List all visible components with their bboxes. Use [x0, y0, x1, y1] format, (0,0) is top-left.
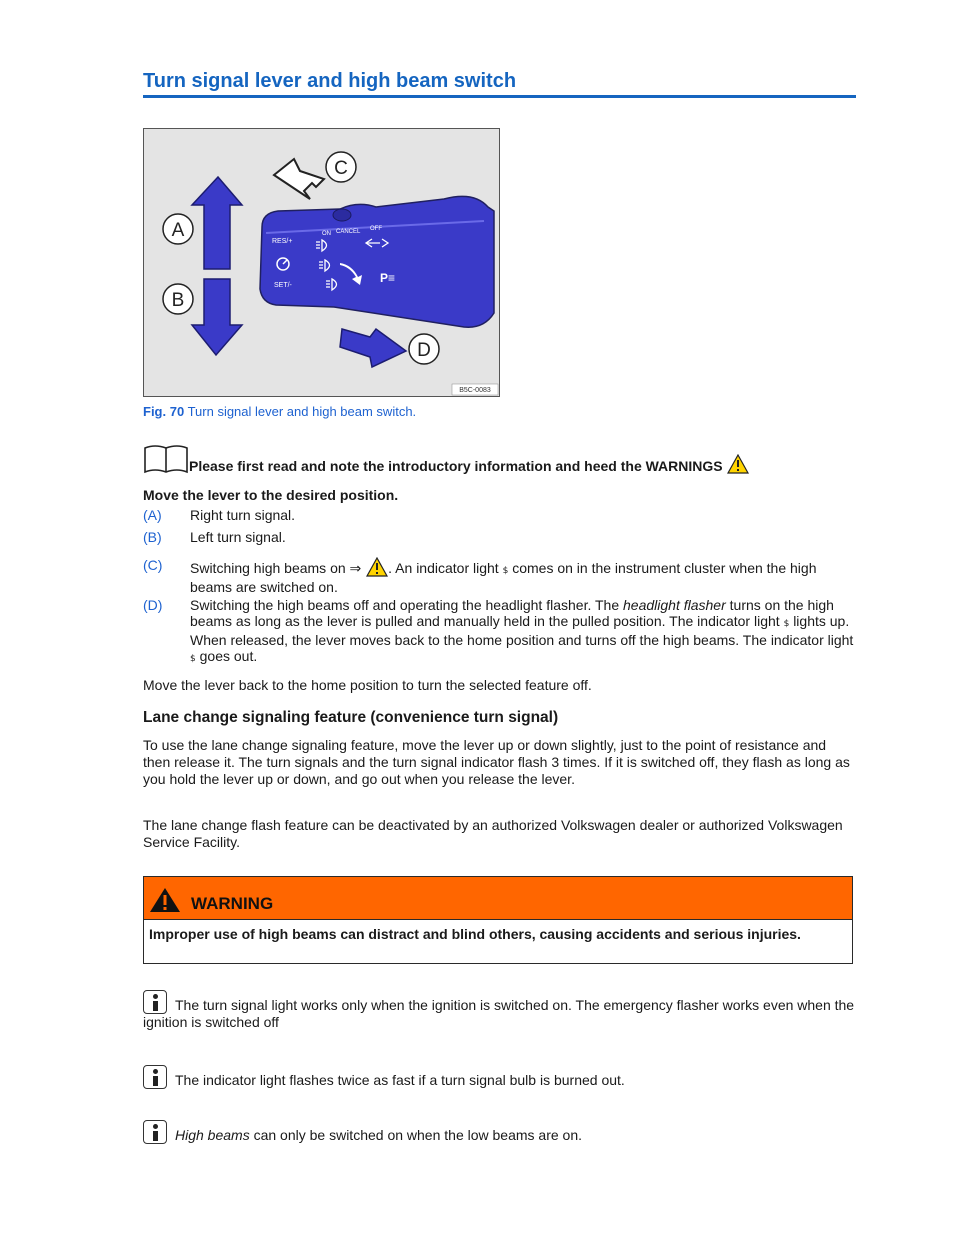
figure-caption [143, 404, 416, 419]
svg-text:C: C [334, 158, 348, 179]
label-a [163, 214, 193, 244]
item-d-label: (D) [143, 597, 163, 613]
intro-note [143, 444, 843, 474]
warning-title: WARNING [191, 894, 274, 913]
warning-box [143, 876, 853, 964]
high-beam-indicator-icon: $ [190, 654, 196, 664]
info-icon [143, 1120, 167, 1144]
note-2-text: The indicator light flashes twice as fast if a turn signal bulb is burned out. [175, 1072, 625, 1088]
lane-change-para-2: The lane change flash feature can be deactivated by an authorized Volkswagen dealer or authorized Volkswagen Service Facility. [143, 817, 843, 850]
move-lever-heading: Move the lever to the desired position. [143, 487, 399, 503]
svg-text:OFF: OFF [370, 226, 382, 232]
item-c-label: (C) [143, 557, 163, 573]
svg-text:P≡: P≡ [380, 271, 396, 285]
label-b [163, 284, 193, 314]
note-1-text: The turn signal light works only when the ignition is switched on. The emergency flasher works even when the ignition is switched off [143, 997, 855, 1030]
svg-text:B5C-0083: B5C-0083 [459, 387, 491, 394]
item-d-text: Switching the high beams off and operating the headlight flasher. The headlight flasher turns on the high beams as long as the lever is pulled and manually held in the pulled position. The indicator light $ lights up. When released, the lever moves back to the home position and turns off the high beams. The indicator light $ goes out. [190, 597, 854, 664]
figure-caption-text: Turn signal lever and high beam switch. [187, 404, 417, 419]
svg-text:ON: ON [322, 231, 331, 237]
label-d [409, 334, 439, 364]
page-title: Turn signal lever and high beam switch [143, 70, 856, 98]
warning-triangle-icon [149, 887, 181, 913]
svg-text:CANCEL: CANCEL [336, 229, 361, 235]
high-beam-indicator-icon: $ [502, 566, 509, 576]
item-c-text: Switching high beams on ⇒ . An indicator light $ comes on in the instrument cluster when the high beams are switched on. [190, 557, 858, 595]
figure-number: Fig. 70 [143, 404, 185, 419]
note-3-text: can only be switched on when the low beams are on. [253, 1127, 583, 1143]
note-2 [143, 1065, 855, 1089]
item-b-text: Left turn signal. [190, 529, 286, 545]
item-a-text: Right turn signal. [190, 507, 296, 523]
note-3-emph: High beams [175, 1127, 250, 1143]
info-icon [143, 990, 167, 1014]
note-1 [143, 990, 855, 1031]
svg-text:RES/+: RES/+ [272, 238, 293, 245]
svg-text:SET/-: SET/- [274, 282, 292, 289]
intro-text: Please first read and note the introductory information and heed the WARNINGS [189, 458, 723, 474]
warning-triangle-icon [366, 557, 388, 577]
warning-header [144, 877, 852, 920]
warning-triangle-icon [727, 454, 749, 474]
warning-text: Improper use of high beams can distract and blind others, causing accidents and serious injuries. [149, 926, 801, 942]
home-position-text: Move the lever back to the home position to turn the selected feature off. [143, 677, 592, 693]
high-beam-indicator-icon: $ [783, 619, 790, 629]
svg-text:D: D [417, 340, 431, 361]
item-b-label: (B) [143, 529, 162, 545]
lane-change-heading: Lane change signaling feature (convenience turn signal) [143, 709, 559, 726]
open-book-icon [143, 444, 189, 474]
label-c [326, 152, 356, 182]
figure-lever-illustration [143, 128, 500, 397]
item-a-label: (A) [143, 507, 162, 523]
svg-text:A: A [171, 220, 185, 241]
lane-change-para-1: To use the lane change signaling feature, move the lever up or down slightly, just to the point of resistance and then release it. The turn signals and the turn signal indicator flash 3 times. If it is switched off, they flash as long as you hold the lever up or down, and go out when you release the lever. [143, 737, 850, 787]
info-icon [143, 1065, 167, 1089]
note-3 [143, 1120, 855, 1144]
svg-text:B: B [171, 290, 185, 311]
